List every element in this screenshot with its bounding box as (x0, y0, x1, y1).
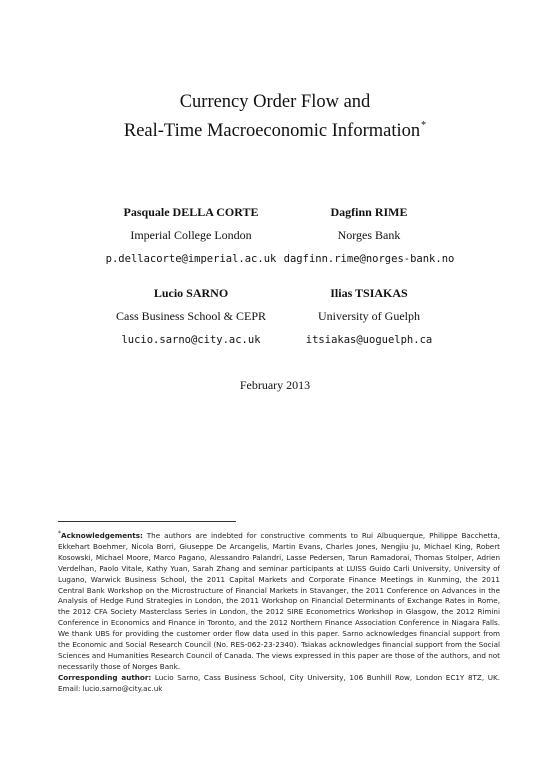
title-footnote-mark: * (421, 120, 427, 131)
footnote-rule (58, 521, 236, 522)
paper-title (0, 91, 550, 143)
author-email: dagfinn.rime@norges-bank.no (283, 253, 455, 265)
title-line-2-text: Real-Time Macroeconomic Information (123, 121, 421, 141)
acknowledgements-text: The authors are indebted for constructive comments to Rui Albuquerque, Philippe Bacchetta, Ekkehart Boehmer, Nicola Borri, Giuseppe De Arcangelis, Martin Evans, Charles Jones, Nengjiu Ju, Michael King, Robert Kosowski, Michael Moore, Marco Pagano, Alessandro Palandri, Lasse Pedersen, Tarun Ramadorai, Thomas Stolper, Adrien Verdelhan, Paolo Vitale, Kathy Yuan, Sarah Zhang and seminar participants at LUISS Guido Carli University, University of Lugano, Warwick Business School, the 2011 Capital Markets and Corporate Finance Meetings in Kunming, the 2011 Central Bank Workshop on the Microstructure of Financial Markets in Stavanger, the 2011 Conference on Advances in the Analysis of Hedge Fund Strategies in London, the 2011 Workshop on Financial Determinants of Exchange Rates in Rome, the 2012 CFA Society Masterclass Series in London, the 2012 SIRE Econometrics Workshop in Glasgow, the 2012 Rimini Conference in Economics and Finance in Toronto, and the 2012 Northern Finance Association Conference in Niagara Falls. We thank UBS for providing the customer order flow data used in this paper. Sarno acknowledges financial support from the Economic and Social Research Council (No. RES-062-23-2340). Tsiakas acknowledges financial support from the Social Sciences and Humanities Research Council of Canada. The views expressed in this paper are those of the authors, and not necessarily those of Norges Bank. (58, 531, 500, 671)
author-affiliation: Norges Bank (337, 228, 401, 242)
author-tsiakas (249, 286, 489, 347)
publication-date: February 2013 (239, 378, 311, 392)
author-name: Dagfinn RIME (330, 205, 408, 219)
author-name: Pasquale DELLA CORTE (123, 205, 259, 219)
author-name: Ilias TSIAKAS (330, 286, 408, 300)
acknowledgements-footnote (58, 529, 500, 695)
corresponding-author-label: Corresponding author: (58, 672, 152, 682)
author-email: itsiakas@uoguelph.ca (305, 334, 433, 346)
author-rime (249, 205, 489, 266)
acknowledgements-label: Acknowledgements: (61, 531, 143, 540)
title-line-1: Currency Order Flow and (179, 92, 371, 112)
author-email: p.dellacorte@imperial.ac.uk (105, 253, 277, 265)
title-line-2 (0, 114, 550, 143)
footnote-mark: * (58, 530, 61, 537)
author-email: lucio.sarno@city.ac.uk (121, 334, 261, 346)
author-name: Lucio SARNO (153, 286, 229, 300)
author-affiliation: Imperial College London (130, 228, 252, 242)
author-affiliation: Cass Business School & CEPR (115, 309, 267, 323)
corresponding-author-text: Lucio Sarno, Cass Business School, City University, 106 Bunhill Row, London EC1Y 8TZ, UK. Email: lucio.sarno@city.ac.uk (58, 672, 500, 693)
author-affiliation: University of Guelph (318, 309, 420, 323)
